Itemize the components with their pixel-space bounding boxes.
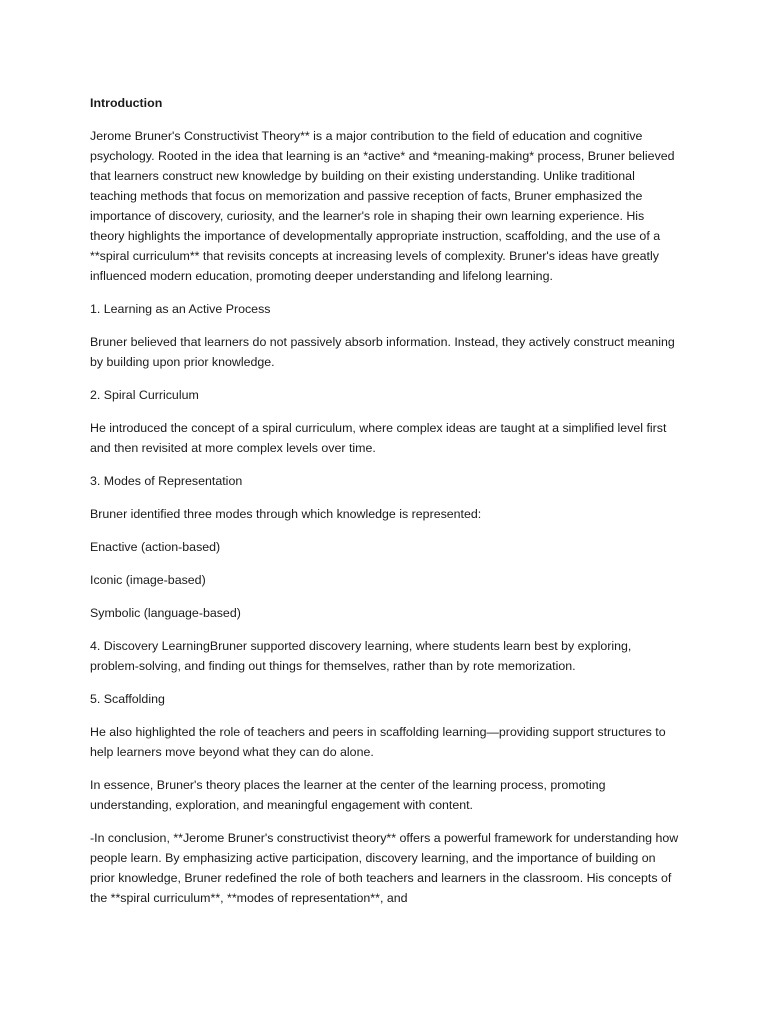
mode-iconic: Iconic (image-based) xyxy=(90,573,206,587)
document-page xyxy=(90,93,680,921)
paragraph-learning-active: Bruner believed that learners do not passively absorb information. Instead, they actively construct meaning by building upon prior knowledge. xyxy=(90,335,675,369)
paragraph-conclusion: -In conclusion, **Jerome Bruner's constructivist theory** offers a powerful framework for understanding how people learn. By emphasizing active participation, discovery learning, and the importance of building on prior knowledge, Bruner redefined the role of both teachers and learners in the classroom. His concepts of the **spiral curriculum**, **modes of representation**, and xyxy=(90,831,679,905)
paragraph-spiral-curriculum: He introduced the concept of a spiral curriculum, where complex ideas are taught at a simplified level first and then revisited at more complex levels over time. xyxy=(90,421,667,455)
subheading-spiral-curriculum: 2. Spiral Curriculum xyxy=(90,388,199,402)
subheading-learning-active: 1. Learning as an Active Process xyxy=(90,302,271,316)
intro-paragraph: Jerome Bruner's Constructivist Theory** is a major contribution to the field of education and cognitive psychology. Rooted in the idea that learning is an *active* and *meaning-making* process, Bruner believed that learners construct new knowledge by building on their existing understanding. Unlike traditional teaching methods that focus on memorization and passive reception of facts, Bruner emphasized the importance of discovery, curiosity, and the learner's role in shaping their own learning experience. His theory highlights the importance of developmentally appropriate instruction, scaffolding, and the use of a **spiral curriculum** that revisits concepts at increasing levels of complexity. Bruner's ideas have greatly influenced modern education, promoting deeper understanding and lifelong learning. xyxy=(90,129,675,283)
section-heading: Introduction xyxy=(90,96,163,110)
paragraph-essence: In essence, Bruner's theory places the learner at the center of the learning process, promoting understanding, exploration, and meaningful engagement with content. xyxy=(90,778,606,812)
subheading-scaffolding: 5. Scaffolding xyxy=(90,692,165,706)
paragraph-discovery-learning: 4. Discovery LearningBruner supported discovery learning, where students learn best by exploring, problem-solving, and finding out things for themselves, rather than by rote memorization. xyxy=(90,639,632,673)
mode-enactive: Enactive (action-based) xyxy=(90,540,221,554)
subheading-modes-representation: 3. Modes of Representation xyxy=(90,474,243,488)
paragraph-modes-intro: Bruner identified three modes through which knowledge is represented: xyxy=(90,507,482,521)
mode-symbolic: Symbolic (language-based) xyxy=(90,606,241,620)
paragraph-scaffolding: He also highlighted the role of teachers and peers in scaffolding learning—providing support structures to help learners move beyond what they can do alone. xyxy=(90,725,666,759)
